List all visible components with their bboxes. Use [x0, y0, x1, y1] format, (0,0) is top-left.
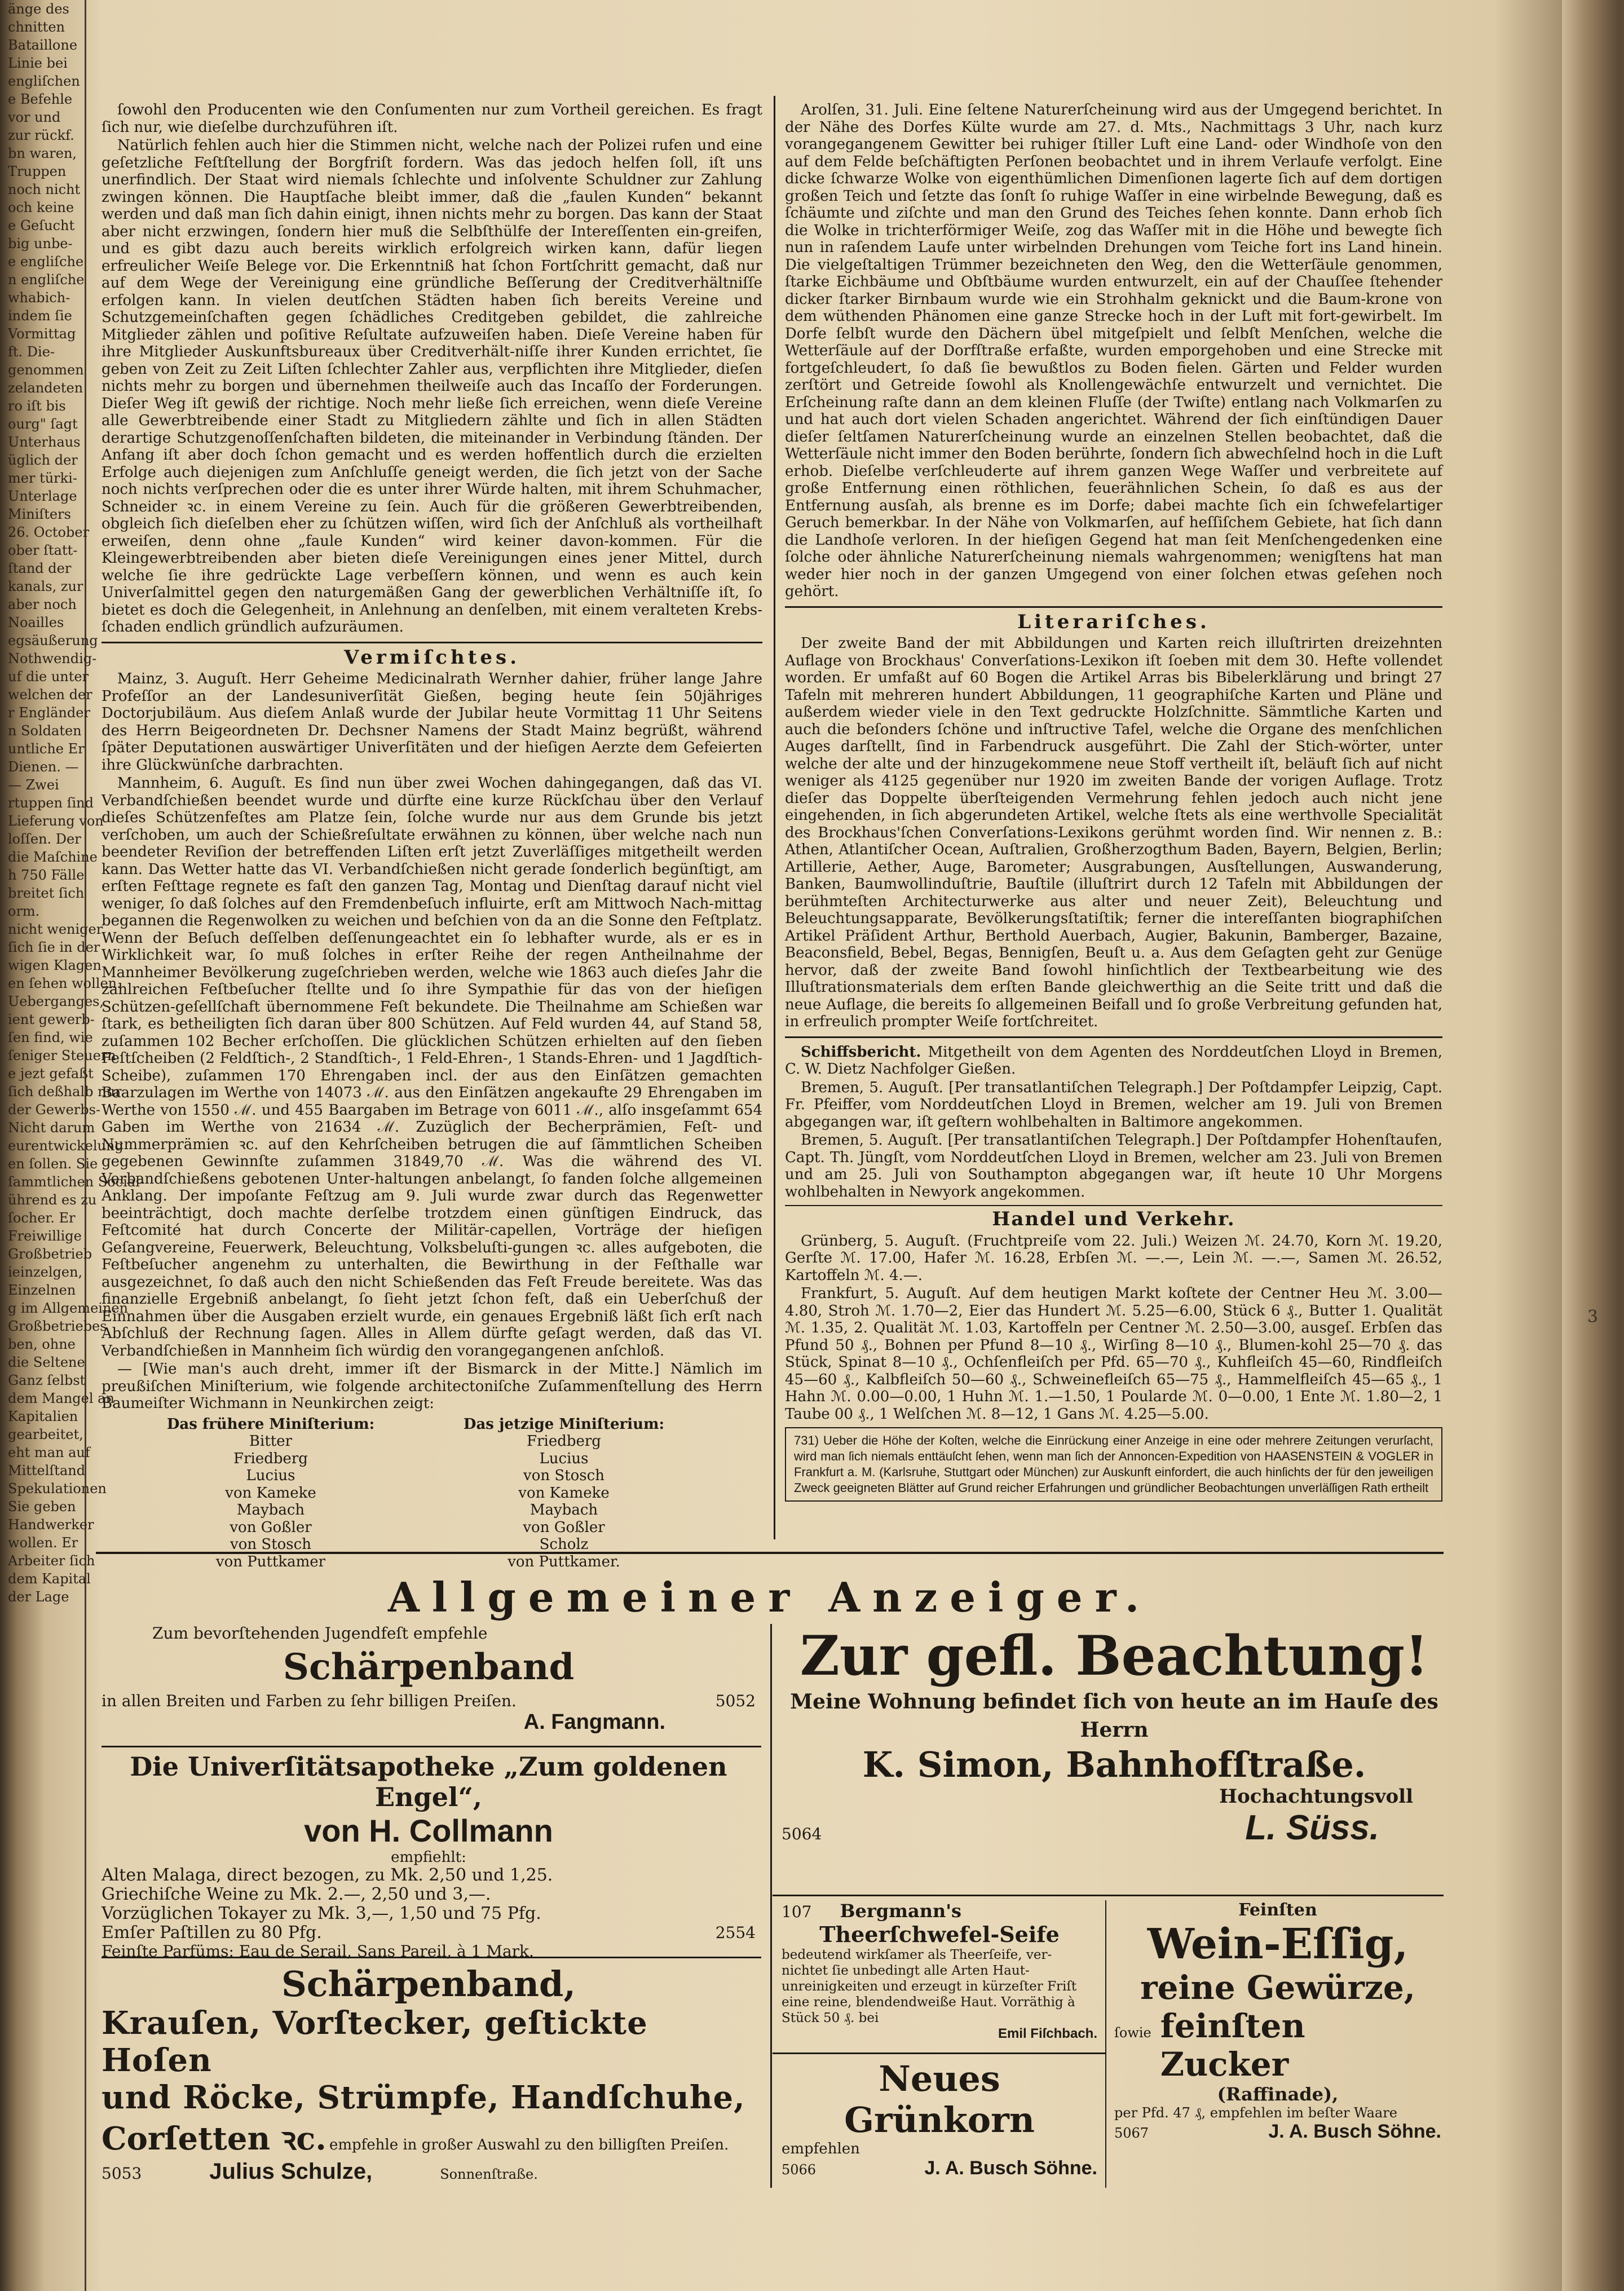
- previous-page-fragment: ient gewerb-: [8, 1012, 95, 1027]
- ministerium-new: [429, 1416, 699, 1571]
- previous-page-fragment: en ſollen. Sie: [8, 1156, 98, 1172]
- ad4-name: K. Simon, Bahnhofſtraße.: [862, 1744, 1366, 1785]
- previous-page-fragment: indem ſie: [8, 308, 72, 324]
- previous-page-fragment: vor und: [8, 109, 61, 125]
- minister-name: von Stosch: [523, 1467, 604, 1484]
- previous-page-fragment: Truppen: [8, 164, 67, 179]
- ad-rule: [102, 1957, 761, 1958]
- handel-frankfurt: Frankfurt, 5. Auguſt. Auf dem heutigen Markt koſtete der Centner Heu ℳ. 3.00—4.80, Stroh ℳ. 1.70—2, Eier das Hundert ℳ. 5.25—6.00, Stück 6 ₰., Butter 1. Qualität ℳ. 1.35, 2. Qualität ℳ. 1.03, Kartoffeln per Centner ℳ. 2.50—3.00, ausgeſ. Erbſen das Pfund 50 ₰., Bohnen per Pfund 8—10 ₰., Wirſing 8—10 ₰., Blumen-kohl 25—70 ₰. das Stück, Spinat 8—10 ₰., Ochſenfleiſch per Pfd. 65—70 ₰., Kuhfleiſch 45—60, Rindfleiſch 45—60 ₰., Kalbfleiſch 50—60 ₰., Schweinefleiſch 65—75 ₰., Hammelfleiſch 45—65 ₰., 1 Hahn ℳ. 0.00—0.00, 1 Huhn ℳ. 1.—1.50, 1 Poularde ℳ. 0—0.00, 1 Ente ℳ. 1.80—2, 1 Taube 00 ₰., 1 Welſchen ℳ. 8—12, 1 Gans ℳ. 4.25—5.00.: [785, 1285, 1442, 1423]
- ad6-name: J. A. Busch Söhne.: [924, 2157, 1097, 2179]
- previous-page-fragment: ſammtlichen Social-: [8, 1174, 144, 1190]
- ad3-number: 5053: [102, 2164, 142, 2183]
- ad4-headline: Zur gefl. Beachtung!: [800, 1624, 1429, 1688]
- ad3-street: Sonnenſtraße.: [440, 2166, 538, 2182]
- right-column: [785, 101, 1442, 1502]
- ad1-number: 5052: [715, 1692, 756, 1710]
- ad6-sub: empfehlen: [782, 2140, 860, 2157]
- previous-page-fragment: dem Kapital: [8, 1571, 91, 1587]
- ad2-sub: empfiehlt:: [391, 1849, 466, 1866]
- anzeiger-title: Allgemeiner Anzeiger.: [387, 1573, 1152, 1621]
- previous-page-fragment: ro iſt bis: [8, 398, 66, 414]
- previous-page-fragment: Arbeiter ſich: [8, 1553, 95, 1569]
- paragraph: Mannheim, 6. Auguſt. Es ſind nun über zwei Wochen dahingegangen, daß das VI. Verbandſchießen beendet wurde und dürfte eine kurze Rückſchau über den Verlauf dieſes Schützenfeſtes am Platze ſein, ſolche wurde nur aus dem Grunde bis jetzt verſchoben, um auch der Schießreſultate erwähnen zu können, über welche nach nun beendeter Reviſion der betreffenden Liſten erſt jetzt Zuverläſſiges mitgetheilt werden kann. Das Wetter hatte das VI. Verbandſchießen nicht gerade ſonderlich begünſtigt, am erſten Feſttage regnete es faſt den ganzen Tag, Montag und Dienſtag darauf nicht viel weniger, ſo daß ſolches auf den Fremdenbeſuch influirte, erſt am Mittwoch Nach-mittag begannen die Regenwolken zu weichen und beſchien von da an die Sonne den Feſtplatz. Wenn der Beſuch deſſelben deſſenungeachtet ein ſo lebhafter wurde, als er es in Wirklichkeit war, ſo muß ſolches in erſter Reihe der regen Antheilnahme der Mannheimer Bevölkerung zugeſchrieben werden, welche wie 1863 auch dieſes Jahr die zahlreichen Feſtbeſucher ſtellte und ſo ihre Sympathie für das von der hieſigen Schützen-geſellſchaft übernommene Feſt bekundete. Die Theilnahme am Schießen war ſtark, es betheiligten ſich daran über 800 Schützen. Auf Feld wurden 44, auf Stand 58, zuſammen 102 Becher erſchoſſen. Die glücklichen Schützen erhielten auf den ſieben Feſtſcheiben (2 Feldſtich-, 2 Standſtich-, 1 Feld-Ehren-, 1 Stands-Ehren- und 1 Jagdſtich-Scheibe), zuſammen 170 Ehrengaben incl. der aus den Einſätzen gemachten Baarzulagen im Werthe von 14073 ℳ. aus den Einſätzen angekaufte 29 Ehrengaben im Werthe von 1550 ℳ. und 455 Baargaben im Betrage von 6011 ℳ., alſo insgeſammt 654 Gaben im Werthe von 21634 ℳ. Zuzüglich der Becherprämien, Feſt- und Nummerprämien ꝛc. auf den Kehrſcheiben betrugen die auf ſämmtlichen Scheiben gegebenen Gewinnſte zuſammen 31849,70 ℳ. Was die während des VI. Verbandſchießens gebotenen Unter-haltungen anbelangt, ſo fanden ſolche allgemeinen Anklang. Der impoſante Feſtzug am 9. Juli wurde zwar durch das Regenwetter beeinträchtigt, doch machte derſelbe trotzdem einen günſtigen Eindruck, das Feſtcomité hat durch Concerte der Militär-capellen, Vorträge der hieſigen Geſangvereine, Feuerwerk, Beleuchtung, Volksbeluſti-gungen ꝛc. alles aufgeboten, die Feſtbeſucher angenehm zu unterhalten, die Bewirthung in der Feſthalle war ausgezeichnet, ſo daß auch den nicht Schießenden das Feſt Freude bereitete. Was das finanzielle Ergebniß anbelangt, ſo ſieht jetzt ſchon feſt, daß ein Ueberſchuß der Einnahmen über die Ausgaben erzielt wurde, ein genaues Ergebniß läßt ſich erſt nach Abſchluß der Rechnung ſagen. Alles in Allem dürfte geſagt werden, daß das VI. Verbandſchießen in Mannheim ſich würdig den vorangegangenen anſchloß.: [102, 775, 762, 1359]
- previous-page-fragment: e jezt gefaßt: [8, 1066, 94, 1082]
- previous-page-fragment: üglich der: [8, 452, 78, 468]
- minister-name: von Goßler: [230, 1518, 312, 1536]
- previous-page-fragment: 26. October: [8, 524, 90, 540]
- previous-page-fragment: Freiwillige: [8, 1228, 82, 1244]
- ad3-name: Julius Schulze,: [209, 2159, 373, 2184]
- minister-name: von Puttkamer.: [508, 1553, 620, 1570]
- ad3-line1: Krauſen, Vorſtecker, geſtickte Hoſen: [102, 2005, 648, 2079]
- previous-page-fragment: die Seltene: [8, 1354, 85, 1370]
- previous-page-fragment: Einzelnen: [8, 1282, 76, 1298]
- ad3-line2: und Röcke, Strümpfe, Handſchuhe,: [102, 2079, 745, 2116]
- previous-page-fragment: ben, ohne: [8, 1336, 76, 1352]
- previous-page-fragment: Noailles: [8, 615, 64, 630]
- previous-page-fragment: ſtand der: [8, 560, 72, 576]
- ministerium-old: [135, 1416, 406, 1571]
- ad5-seller: Emil Fiſchbach.: [998, 2026, 1097, 2041]
- minister-name: Maybach: [529, 1502, 598, 1518]
- literarisches-header: Literariſches.: [1017, 610, 1210, 633]
- paragraph: — [Wie man's auch dreht, immer iſt der Bismarck in der Mitte.] Nämlich im preußiſchen Miniſterium, wie folgende architectoniſche Zuſammenſtellung des Herrn Baumeiſter Wichmann in Neunkirchen zeigt:: [102, 1361, 762, 1412]
- ad-schulze: [102, 1963, 756, 2184]
- minister-name: von Puttkamer: [215, 1553, 326, 1570]
- ad-suess: [782, 1624, 1447, 1848]
- previous-page-fragment: Nicht darum: [8, 1120, 95, 1136]
- ad3-headline: Schärpenband,: [281, 1963, 576, 2005]
- anzeiger-rule: [96, 1552, 1444, 1554]
- ad-divider: [770, 1624, 772, 2188]
- previous-page-fragment: Ueberganges,: [8, 994, 104, 1009]
- previous-page-fragment: Unterlage: [8, 488, 77, 504]
- ad-rule: [773, 1895, 1444, 1896]
- ad4-closing: Hochachtungsvoll: [1219, 1785, 1413, 1808]
- column-divider: [774, 96, 775, 1539]
- minister-name: Friedberg: [233, 1450, 308, 1467]
- previous-page-fragment: — Zwei: [8, 777, 59, 793]
- ad2-number: 2554: [715, 1923, 756, 1942]
- previous-page-fragment: Miniſters: [8, 506, 71, 522]
- previous-page-fragment: e Geſucht: [8, 218, 75, 233]
- ad7-name: J. A. Busch Söhne.: [1268, 2121, 1441, 2142]
- ad-apotheke: [102, 1751, 756, 1961]
- arolsen-article: Arolſen, 31. Juli. Eine ſeltene Naturerſcheinung wird aus der Umgegend berichtet. In der Nähe des Dorfes Külte wurde am 27. d. Mts., Nachmittags 3 Uhr, nach kurz vorangegangenem Gewitter bei ruhiger ſtiller Luft eine Land- oder Windhoſe von den auf dem Felde beſchäftigten Perſonen beobachtet und in ihrem Verlaufe verfolgt. Eine dicke ſchwarze Wolke von eigenthümlichen Dimenſionen lagerte ſich auf dem dortigen großen Teich und ſetzte das ſonſt ſo ruhige Waſſer in eine wirbelnde Bewegung, daß es ſchäumte und ziſchte und man den Grund des Teiches ſehen konnte. Dann erhob ſich die Wolke in trichterförmiger Weiſe, zog das Waſſer mit in die Höhe und bewegte ſich nun in raſendem Laufe unter wirbelnden Drehungen vom Teiche fort ins Land hinein. Die vielgeſtaltigen Trümmer bezeichneten den Weg, den die Wetterſäule genommen, ſtarke Eichbäume und Obſtbäume wurden entwurzelt, ein auf der Chauſſee ſtehender dicker ſtarker Birnbaum wurde wie ein Strohhalm geknickt und die Baum-krone von dem wüthenden Phänomen eine ganze Strecke hoch in der Luft mit fort-gewirbelt. Im Dorfe ſelbſt wurde den Dächern übel mitgeſpielt und ſelbſt Menſchen, welche die Wetterſäule auf der Dorfſtraße erfaßte, wurden emporgehoben und eine Strecke mit fortgeſchleudert, ſo daß ſie bewußtlos zu Boden fielen. Gärten und Felder wurden zerſtört und Getreide ſowohl als Knollengewächſe entwurzelt und vernichtet. Die Erſcheinung raſte dann an dem kleinen Fluſſe (der Twiſte) entlang nach Volkmarſen zu und hat auch dort vielen Schaden angerichtet. Während der ſich einſtündigen Dauer dieſer ſeltſamen Naturerſcheinung wurde an einzelnen Stellen beobachtet, daß die Wetterſäule nicht immer den Boden berührte, ſondern ſich abwechſelnd hoch in die Luft erhob. Dieſelbe verſchleuderte auf ihrem ganzen Wege Waſſer und verbreitete auf große Entfernung einen röthlichen, feuerähnlichen Schein, ſo daß es aus der Entfernung ausſah, als brenne es im Dorfe; dabei machte ſich ein ſchwefelartiger Geruch bemerkbar. In der Nähe von Volkmarſen, auf heſſiſchem Gebiete, hat ſich dann die Landhoſe verloren. In der hieſigen Gegend hat man ſeit Menſchengedenken eine ſolche oder ähnliche Naturerſcheinung niemals wahrgenommen; wenigſtens hat man weder hier noch in der ganzen Umgegend von einer ſolchen etwas geſehen noch gehört.: [785, 101, 1442, 600]
- previous-page-fragment: n Soldaten: [8, 723, 82, 739]
- page-right-edge: [1562, 0, 1624, 2291]
- previous-page-fragment: die Maſchine: [8, 849, 98, 865]
- previous-page-fragment: ſeniger Steuern: [8, 1048, 116, 1063]
- ad-rule: [102, 1746, 761, 1747]
- ad2-line: Griechiſche Weine zu Mk. 2.—, 2,50 und 3,—.: [102, 1884, 491, 1904]
- previous-page-fragment: ührend es zu: [8, 1192, 97, 1208]
- schiffsbericht-lead: Schiffsbericht.: [801, 1043, 921, 1061]
- previous-page-fragment: ſocher. Er: [8, 1210, 76, 1226]
- previous-page-fragment: Kapitalien: [8, 1409, 78, 1424]
- ad7-line2: reine Gewürze,: [1140, 1968, 1415, 2007]
- handel-header: Handel und Verkehr.: [992, 1208, 1235, 1230]
- ad-fangmann: [102, 1624, 756, 1734]
- ad7-line4: (Raffinade),: [1217, 2083, 1339, 2105]
- previous-page-fragment: noch nicht: [8, 182, 81, 197]
- previous-page-fragment: der Lage: [8, 1589, 69, 1605]
- ad7-number: 5067: [1114, 2125, 1149, 2141]
- minister-name: Maybach: [236, 1502, 305, 1518]
- previous-page-fragment: Unterhaus: [8, 434, 81, 450]
- ad6-number: 5066: [782, 2162, 817, 2178]
- previous-page-fragment: Linie bei: [8, 55, 68, 71]
- paragraph: Natürlich fehlen auch hier die Stimmen nicht, welche nach der Polizei rufen und eine geſetzliche Feſtſtellung der Borgfriſt fordern. Was das jedoch helfen ſoll, iſt uns unerfindlich. Der Staat wird niemals ſchlechte und inſolvente Schuldner zur Zahlung zwingen können. Die Hauptſache bleibt immer, daß die „faulen Kunden“ bekannt werden und daß man ſich dahin einigt, ihnen nichts mehr zu borgen. Das kann der Staat aber nicht erzwingen, ſondern hier muß die Selbſthülfe der Intereſſenten ein-greifen, und es gibt dazu auch bereits wirklich erfolgreich wirken kann, dafür liegen erfreulicher Weiſe Belege vor. Die Erkenntniß hat ſchon Fortſchritt gemacht, daß nur auf dem Wege der Vereinigung eine gründliche Beſſerung der Creditverhältniſſe erfolgen kann. In vielen deutſchen Städten haben ſich bereits Vereine und Schutzgemeinſchaften gegen ſchädliches Creditgeben gebildet, die zahlreiche Mitglieder zählen und poſitive Reſultate aufzuweiſen haben. Dieſe Vereine haben für ihre Mitglieder Auskunftsbureaux über Creditverhält-niſſe ihrer Kunden errichtet, ſie geben von Zeit zu Zeit Liſten ſchlechter Zahler aus, verpflichten ihre Mitglieder, dieſen nichts mehr zu borgen und übernehmen theilweiſe auch das Incaſſo der Forderungen. Dieſer Weg iſt gewiß der richtige. Noch mehr ließe ſich erreichen, wenn dieſe Vereine alle Gewerbtreibende einer Stadt zu Mitgliedern zählte und ſich in allen Städten derartige Schutzgenoſſenſchaften bildeten, die miteinander in Verbindung ſtänden. Der Anfang iſt aber doch ſchon gemacht und es werden hoffentlich durch die erzielten Erfolge auch diejenigen zum Anſchluſſe geneigt werden, die ſich jetzt von der Sache noch nichts verſprechen oder die es unter ihrer Würde halten, mit ihrem Schuhmacher, Schneider ꝛc. in einem Vereine zu ſein. Auch für die größeren Gewerbtreibenden, obgleich ſich dieſelben eher zu ſchützen wiſſen, wird ſich der Anſchluß als vortheilhaft erweiſen, denn ohne „faule Kunden“ wird keiner davon-kommen. Für die Kleingewerbtreibenden aber bieten dieſe Vereinigungen eines jener Mittel, durch welche ſie ihre gedrückte Lage verbeſſern können, und wenn es auch kein Univerſalmittel gegen den naturgemäßen Gang der gewerblichen Verhältniſſe iſt, ſo bietet es doch die Gelegenheit, in Anlehnung an denſelben, mit einem veralteten Krebs-ſchaden endlich gründlich aufzuräumen.: [102, 137, 762, 635]
- previous-page-fragment: dem Mangel an: [8, 1391, 114, 1406]
- previous-page-fragment: uf die unter: [8, 669, 89, 685]
- previous-page-fragment: big unbe-: [8, 236, 73, 251]
- ad4-text: Meine Wohnung befindet ſich von heute an im Hauſe des Herrn: [790, 1690, 1438, 1742]
- section-rule: [785, 606, 1442, 608]
- previous-page-fragment: aber noch: [8, 597, 77, 612]
- previous-page-fragment: welchen der: [8, 687, 92, 703]
- literarisches-article: Der zweite Band der mit Abbildungen und Karten reich illuſtrirten dreizehnten Auflage von Brockhaus' Converſations-Lexikon iſt ſoeben mit dem 30. Hefte vollendet worden. Er umfaßt auf 60 Bogen die Artikel Arras bis Bibelerklärung und bringt 27 Tafeln mit mehreren hundert Abbildungen, 11 geographiſche Karten und Pläne und außerdem wieder viele in den Text gedruckte Holzſchnitte. Sämmtliche Karten und auch die beſonders ſchöne und inſtructive Tafel, welche die Organe des menſchlichen Auges darſtellt, ſind in Farbendruck ausgeführt. Die Zahl der Stich-wörter, unter welche der alte und der hinzugekommene neue Stoff vertheilt iſt, beläuft ſich auf nicht weniger als 4125 gegenüber nur 1920 im zweiten Bande der vorigen Auflage. Trotz dieſer das Doppelte überſteigenden Vermehrung fehlen jedoch auch nicht jene eingehenden, in ſich abgerundeten Artikel, welche ſtets als eine werthvolle Specialität des Brockhaus'ſchen Converſations-Lexikons gerühmt worden ſind. Wir nennen z. B.: Athen, Atlantiſcher Ocean, Auſtralien, Großherzogthum Baden, Bayern, Belgien, Berlin; Artillerie, Aether, Auge, Barometer; Ausgrabungen, Ausſtellungen, Auswanderung, Banken, Baumwollinduſtrie, Bauſtile (illuſtrirt durch 12 Tafeln mit Abbildungen der berühmteſten Architecturwerke aus alter und neuer Zeit), Beleuchtung und Beleuchtungsapparate, Bevölkerungsſtatiſtik; ferner die intereſſanten biographiſchen Artikel Präſident Arthur, Berthold Auerbach, Augier, Bakunin, Bamberger, Bazaine, Beaconsfield, Bebel, Begas, Bennigſen, Beuſt u. a. Aus dem Geſagten geht zur Genüge hervor, daß der zweite Band ſowohl hinſichtlich der Textbearbeitung wie des Illuſtrationsmaterials dem erſten Bande gleichwerthig an die Seite tritt und daß die neue Auflage, die bereits ſo allgemeinen Beifall und ſo große Verbreitung gefunden hat, in erfreulich prompter Weiſe fortſchreitet.: [785, 635, 1442, 1030]
- previous-page-fragment: kanals, zur: [8, 579, 83, 594]
- previous-page-fragment: ourg" ſagt: [8, 416, 78, 432]
- ad5-text: bedeutend wirkſamer als Theerſeife, ver-nichtet ſie unbedingt alle Arten Haut-unreinigkeiten und erzeugt in kürzeſter Friſt eine reine, blendendweiße Haut. Vorräthig à Stück 50 ₰. bei: [782, 1948, 1077, 2025]
- schiffsbericht: [785, 1044, 1442, 1078]
- ad1-intro: Zum bevorſtehenden Jugendfeſt empfehle: [152, 1624, 488, 1643]
- previous-page-fragment: och keine: [8, 200, 74, 215]
- previous-page-fragment: r Engländer: [8, 705, 90, 721]
- previous-page-fragment: Handwerker: [8, 1517, 94, 1533]
- ad7-sowie: ſowie: [1114, 2025, 1151, 2041]
- ad2-line: Vorzüglichen Tokayer zu Mk. 3,—, 1,50 und 75 Pfg.: [102, 1904, 541, 1923]
- ad4-signature: L. Süss.: [1245, 1808, 1379, 1847]
- ad5-number: 107: [782, 1902, 812, 1921]
- minister-name: Scholz: [539, 1536, 589, 1553]
- schiff-report-2: Bremen, 5. Auguſt. [Per transatlantiſchen Telegraph.] Der Poſtdampfer Hohenſtaufen, Capt. Th. Jüngſt, vom Norddeutſchen Lloyd in Bremen, welcher am 23. Juli von Bremen und am 25. Juli von Southampton abgegangen war, iſt heute 10 Uhr Morgens wohlbehalten in Newyork angekommen.: [785, 1132, 1442, 1200]
- ad5-headline: Bergmann's: [840, 1900, 962, 1922]
- previous-page-fragment: Spekulationen: [8, 1481, 107, 1497]
- previous-page-fragment: orm.: [8, 903, 40, 919]
- minister-name: von Kameke: [225, 1484, 316, 1502]
- haasenstein-notice: 731) Ueber die Höhe der Koſten, welche die Einrückung einer Anzeige in eine oder mehrere Zeitungen verurſacht, wird man ſich niemals enttäuſcht ſehen, wenn man ſich der Annoncen-Expedition von HAASENSTEIN & VOGLER in Frankfurt a. M. (Karlsruhe, Stuttgart oder München) zur Auskunft einfordert, die auch hinſichts der für den jeweiligen Zweck geeigneten Blätter auf Grund reicher Erfahrungen und gründlicher Beobachtungen unverläſſigen Rath ertheilt: [785, 1427, 1442, 1502]
- ad2-parfums: Feinſte Parfüms: Eau de Serail, Sans Pareil, à 1 Mark.: [102, 1942, 534, 1961]
- previous-page-fragment: egsäußerung: [8, 633, 98, 648]
- minister-name: Lucius: [539, 1450, 589, 1467]
- credit-article: [102, 101, 762, 636]
- ad7-headline: Wein-Eſſig,: [1147, 1920, 1409, 1968]
- ad5-product: Theerſchwefel-Seife: [819, 1922, 1060, 1947]
- ministerium-new-title: Das jetzige Miniſterium:: [463, 1415, 665, 1433]
- previous-page-fragment: Sie geben: [8, 1499, 76, 1515]
- previous-page-fragment: der Gewerbs-: [8, 1102, 101, 1118]
- ad2-line: Emſer Paſtillen zu 80 Pfg.: [102, 1923, 322, 1943]
- previous-page-fragment: ſen find, wie: [8, 1030, 93, 1045]
- ad2-headline: Die Univerſitätsapotheke „Zum goldenen Engel“,: [130, 1751, 727, 1812]
- ad-weinessig: [1114, 1900, 1441, 2143]
- section-rule: [785, 1036, 1442, 1038]
- ad-gruenkorn: [782, 2058, 1097, 2179]
- previous-page-fragment: whabich-: [8, 290, 70, 306]
- minister-name: von Kameke: [518, 1484, 610, 1502]
- ad7-line3: feinſten Zucker: [1160, 2007, 1305, 2083]
- previous-page-fragment: Dienen. —: [8, 759, 79, 775]
- paragraph: ſowohl den Producenten wie den Conſumenten nur zum Vortheil gereichen. Es fragt ſich nur, wie dieſelbe durchzuführen iſt.: [102, 101, 762, 136]
- previous-page-fragment: Vormittag: [8, 326, 76, 342]
- previous-page-fragment: ober ſtatt-: [8, 542, 78, 558]
- previous-page-fragment: en ſehen wollen.: [8, 975, 121, 991]
- previous-page-fragment: eht man auf: [8, 1445, 90, 1460]
- previous-page-fragment: g im Allgemeinen: [8, 1300, 129, 1316]
- minister-name: von Stosch: [230, 1536, 311, 1553]
- previous-page-fragment: Mittelſtand: [8, 1463, 86, 1478]
- ad-bergmann: [782, 1900, 1097, 2042]
- previous-page-fragment: ieinzelgen,: [8, 1264, 83, 1280]
- ad3-line3b: empfehle in großer Auswahl zu den billigſten Preiſen.: [329, 2136, 729, 2153]
- page-number: 3: [1587, 1307, 1598, 1327]
- previous-page-fragment: ft. Die-: [8, 344, 55, 360]
- previous-page-fragment: Ganz ſelbst: [8, 1372, 86, 1388]
- vermischtes-header: Vermiſchtes.: [343, 646, 520, 669]
- previous-page-fragment: eurentwickelung: [8, 1138, 123, 1154]
- minister-name: Bitter: [249, 1433, 293, 1450]
- ad4-number: 5064: [782, 1825, 822, 1843]
- previous-page-fragment: breitet ſich: [8, 885, 85, 901]
- previous-page-fragment: zelandeten: [8, 380, 83, 396]
- previous-page-fragment: änge des: [8, 1, 69, 17]
- previous-page-fragment: Nothwendig-: [8, 651, 97, 666]
- previous-page-fragment: chnitten: [8, 19, 65, 35]
- previous-page-fragment: n engliſche: [8, 272, 85, 288]
- minister-name: Friedberg: [527, 1433, 601, 1450]
- ad3-line3: Corſetten ꝛc.: [102, 2120, 326, 2157]
- previous-page-fragment: zur rückf.: [8, 127, 74, 143]
- ad1-name: A. Fangmann.: [523, 1710, 665, 1734]
- ad6-headline: Neues Grünkorn: [844, 2058, 1035, 2140]
- section-rule: [785, 1205, 1442, 1206]
- ministerium-table: [135, 1416, 699, 1571]
- previous-page-fragment: genommen: [8, 362, 84, 378]
- previous-page-fragment: h 750 Fälle: [8, 867, 85, 883]
- schiffsbericht-text: Mitgetheilt von dem Agenten des Norddeutſchen Lloyd in Bremen, C. W. Dietz Nachfolger Gießen.: [785, 1043, 1442, 1078]
- handel-gruenberg: Grünberg, 5. Auguſt. (Fruchtpreiſe vom 22. Juli.) Weizen ℳ. 24.70, Korn ℳ. 19.20, Gerſte ℳ. 17.00, Hafer ℳ. 16.28, Erbſen ℳ. —.—, Lein ℳ. —.—, Samen ℳ. 26.52, Kartoffeln ℳ. 4.—.: [785, 1232, 1442, 1284]
- ad-rule: [773, 2052, 1105, 2054]
- previous-page-fragment: Großbetrieb: [8, 1246, 92, 1262]
- previous-page-fragment: Bataillone: [8, 37, 78, 53]
- vermischtes-article: [102, 670, 762, 1412]
- ad1-headline: Schärpenband: [283, 1646, 575, 1688]
- minister-name: von Goßler: [523, 1518, 605, 1536]
- section-rule: [102, 642, 762, 643]
- ad7-text: per Pfd. 47 ₰, empfehlen im beſter Waare: [1114, 2105, 1397, 2121]
- previous-page-fragment: rtuppen ſind: [8, 795, 94, 811]
- ad2-line: Alten Malaga, direct bezogen, zu Mk. 2,50 und 1,25.: [102, 1865, 553, 1885]
- ad2-name: von H. Collmann: [304, 1813, 553, 1848]
- previous-page-fragment: Großbetriebes: [8, 1318, 107, 1334]
- previous-page-fragment: loſſen. Der: [8, 831, 81, 847]
- previous-page-fragment: nicht weniger: [8, 921, 103, 937]
- previous-page-fragment: ſich ſie in der: [8, 939, 100, 955]
- previous-page-fragment: gearbeitet,: [8, 1427, 83, 1442]
- previous-page-fragment: wigen Klagen: [8, 957, 102, 973]
- minister-name: Lucius: [246, 1467, 295, 1484]
- previous-page-fragment: bn waren,: [8, 145, 77, 161]
- left-column: [102, 101, 762, 1570]
- previous-page-fragment: e engliſche: [8, 254, 84, 270]
- previous-page-fragment: untliche Er: [8, 741, 85, 757]
- ad7-top: Feinſten: [1238, 1900, 1317, 1920]
- previous-page-fragment: mer türki-: [8, 470, 77, 486]
- previous-page-fragment: e Befehle: [8, 91, 73, 107]
- previous-page-fragment: Lieferung von: [8, 813, 104, 829]
- ministerium-old-title: Das frühere Miniſterium:: [166, 1415, 375, 1433]
- previous-page-fragment: ſich deßhalb nur: [8, 1084, 122, 1100]
- previous-page-fragment: wollen. Er: [8, 1535, 78, 1551]
- schiff-report-1: Bremen, 5. Auguſt. [Per transatlantiſchen Telegraph.] Der Poſtdampfer Leipzig, Capt. Fr. Pfeiffer, vom Norddeutſchen Lloyd in Bremen, welcher am 19. Juli von Bremen abgegangen war, iſt geſtern wohlbehalten in Baltimore angekommen.: [785, 1079, 1442, 1131]
- previous-page-fragment: engliſchen: [8, 73, 80, 89]
- ad1-text: in allen Breiten und Farben zu ſehr billigen Preiſen.: [102, 1692, 517, 1710]
- ad-divider-small: [1105, 1900, 1106, 2188]
- paragraph: Mainz, 3. Auguſt. Herr Geheime Medicinalrath Wernher dahier, früher lange Jahre Profeſſor an der Landesuniverſität Gießen, beging heute ſein 50jähriges Doctorjubiläum. Aus dieſem Anlaß wurde der Jubilar heute Vormittag 11 Uhr Seitens des Herrn Beigeordneten Dr. Dechsner Namens der Stadt Mainz begrüßt, während ſpäter Deputationen auswärtiger Univerſitäten und der hieſigen Aerzte dem Gefeierten ihre Glückwünſche darbrachten.: [102, 670, 762, 774]
